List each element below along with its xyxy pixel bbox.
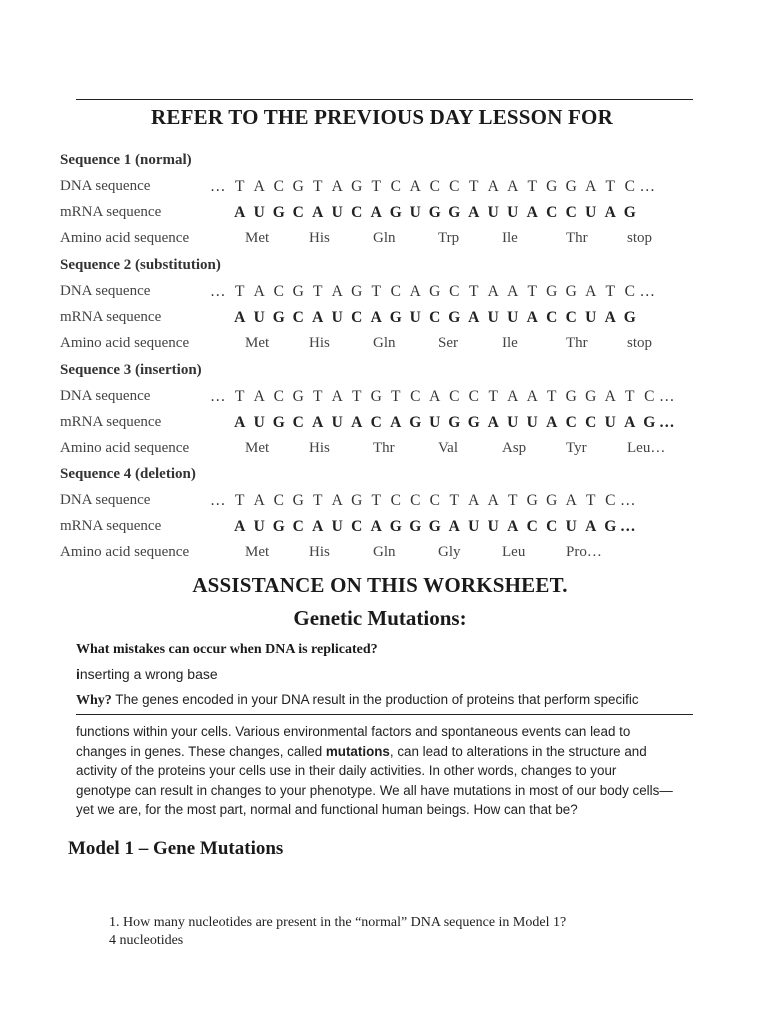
- dna-base: T: [313, 388, 323, 405]
- mrna-base: U: [487, 309, 499, 326]
- paragraph-line-2b: , can lead to alterations in the structure and: [389, 743, 647, 759]
- mrna-base: C: [526, 518, 538, 535]
- dna-base: T: [235, 283, 245, 300]
- mrna-base: A: [546, 414, 558, 431]
- amino-acid: stop: [627, 335, 653, 351]
- mrna-base: G: [409, 414, 422, 431]
- amino-acid: Thr: [373, 440, 395, 456]
- dna-base: T: [313, 492, 323, 509]
- dna-base: A: [565, 492, 577, 509]
- dna-base: T: [313, 283, 323, 300]
- dna-base: C: [624, 283, 635, 300]
- dna-base: A: [429, 388, 441, 405]
- mrna-base: U: [468, 518, 480, 535]
- amino-acid: Leu: [502, 544, 526, 560]
- mrna-base: A: [448, 518, 460, 535]
- dna-base: G: [292, 492, 304, 509]
- mrna-base: G: [389, 309, 402, 326]
- dna-base: C: [390, 492, 401, 509]
- dna-base: A: [585, 283, 597, 300]
- dna-base: T: [371, 178, 381, 195]
- mrna-base: U: [585, 309, 597, 326]
- mrna-base: A: [468, 204, 480, 221]
- paragraph-line-5: yet we are, for the most part, normal and functional human beings. How can that be?: [76, 802, 578, 817]
- dna-base: A: [487, 283, 499, 300]
- mrna-base: U: [487, 204, 499, 221]
- dna-base: G: [565, 388, 577, 405]
- sequence-title: Sequence 2 (substitution): [60, 257, 221, 273]
- mrna-sequence: [230, 309, 640, 327]
- dna-sequence: [210, 492, 636, 510]
- dna-base: A: [507, 388, 519, 405]
- top-rule: [76, 99, 693, 100]
- dna-base: A: [487, 492, 499, 509]
- mrna-base: A: [234, 518, 246, 535]
- dna-base: T: [527, 178, 537, 195]
- mrna-base: G: [467, 414, 480, 431]
- mrna-base: U: [585, 204, 597, 221]
- mrna-base: U: [331, 309, 343, 326]
- mrna-row-label: mRNA sequence: [60, 518, 162, 534]
- mrna-base: U: [253, 518, 265, 535]
- mrna-base: G: [272, 414, 285, 431]
- mrna-base: G: [428, 518, 441, 535]
- mrna-base: G: [428, 204, 441, 221]
- dna-row-label: DNA sequence: [60, 178, 151, 194]
- answer-1[interactable]: 4 nucleotides: [109, 933, 184, 948]
- dna-base: C: [390, 283, 401, 300]
- mrna-base: G: [448, 204, 461, 221]
- amino-acid: His: [309, 440, 330, 456]
- sequence-title: Sequence 4 (deletion): [60, 466, 196, 482]
- mrna-base: A: [312, 204, 324, 221]
- mrna-base: A: [390, 414, 402, 431]
- mrna-base: U: [253, 414, 265, 431]
- dna-base: G: [351, 283, 363, 300]
- dna-base: C: [449, 178, 460, 195]
- dna-row-label: DNA sequence: [60, 388, 151, 404]
- dna-base: G: [546, 178, 558, 195]
- dna-base: G: [546, 283, 558, 300]
- dna-base: A: [604, 388, 616, 405]
- dna-base: C: [410, 388, 421, 405]
- dna-base: C: [468, 388, 479, 405]
- mrna-base: C: [351, 309, 363, 326]
- mrna-base: C: [292, 309, 304, 326]
- amino-acid: Gln: [373, 335, 396, 351]
- mrna-base: C: [565, 204, 577, 221]
- paragraph-line-4: genotype can result in changes to your phenotype. We all have mutations in most of our body cells—: [76, 782, 673, 798]
- amino-acid: Ser: [438, 335, 458, 351]
- amino-acid: His: [309, 544, 330, 560]
- dna-base: A: [331, 388, 343, 405]
- worksheet-title: Genetic Mutations:: [293, 606, 467, 630]
- amino-row-label: Amino acid sequence: [60, 230, 190, 246]
- mrna-base: A: [351, 414, 363, 431]
- amino-acid: Gly: [438, 544, 461, 560]
- dna-sequence: [210, 388, 675, 406]
- paragraph-rule: [76, 714, 693, 715]
- banner-bottom: ASSISTANCE ON THIS WORKSHEET.: [192, 573, 568, 597]
- dna-suffix: …: [639, 283, 655, 300]
- mrna-base: A: [624, 414, 636, 431]
- amino-acid: His: [309, 335, 330, 351]
- dna-base: C: [429, 492, 440, 509]
- mrna-base: C: [351, 204, 363, 221]
- sequence-title: Sequence 3 (insertion): [60, 362, 202, 378]
- dna-base: C: [429, 178, 440, 195]
- amino-acid: Thr: [566, 230, 588, 246]
- why-label: Why?: [76, 693, 112, 708]
- amino-acid: Met: [245, 230, 270, 246]
- dna-base: G: [565, 178, 577, 195]
- dna-row-label: DNA sequence: [60, 283, 151, 299]
- mrna-base: C: [565, 414, 577, 431]
- amino-acid: Met: [245, 440, 270, 456]
- answer-replicated[interactable]: [76, 666, 218, 682]
- paragraph-line-3: activity of the proteins your cells use in their daily activities. In other words, changes to your: [76, 763, 617, 778]
- dna-base: G: [546, 492, 558, 509]
- dna-prefix: …: [210, 178, 226, 195]
- amino-acid: Trp: [438, 230, 460, 246]
- amino-row-label: Amino acid sequence: [60, 440, 190, 456]
- paragraph-line-2a: changes in genes. These changes, called: [76, 743, 326, 759]
- mrna-base: C: [292, 518, 304, 535]
- mrna-base: U: [487, 518, 499, 535]
- mrna-base: C: [546, 309, 558, 326]
- dna-base: A: [507, 178, 519, 195]
- answer-first-letter: i: [76, 666, 80, 682]
- dna-base: T: [527, 283, 537, 300]
- mrna-base: U: [331, 414, 343, 431]
- mrna-sequence: [230, 204, 640, 222]
- dna-base: T: [469, 283, 479, 300]
- amino-acid: His: [309, 230, 330, 246]
- dna-base: T: [469, 178, 479, 195]
- amino-acid: Met: [245, 544, 270, 560]
- answer-rest: nserting a wrong base: [79, 666, 218, 682]
- dna-base: G: [292, 283, 304, 300]
- dna-base: T: [488, 388, 498, 405]
- dna-base: A: [253, 388, 265, 405]
- mrna-base: G: [604, 518, 617, 535]
- dna-base: T: [625, 388, 635, 405]
- dna-base: T: [235, 178, 245, 195]
- mutations-term: mutations: [325, 743, 390, 759]
- amino-acid: Met: [245, 335, 270, 351]
- dna-base: C: [273, 178, 284, 195]
- question-1: 1. How many nucleotides are present in the “normal” DNA sequence in Model 1?: [109, 915, 567, 930]
- mrna-base: U: [507, 309, 519, 326]
- amino-acid: Val: [438, 440, 458, 456]
- amino-acid: Ile: [502, 335, 518, 351]
- dna-base: A: [331, 492, 343, 509]
- amino-acid: Leu…: [627, 440, 666, 456]
- mrna-base: U: [565, 518, 577, 535]
- mrna-base: A: [312, 414, 324, 431]
- mrna-base: C: [546, 518, 558, 535]
- dna-base: T: [235, 388, 245, 405]
- dna-base: C: [624, 178, 635, 195]
- paragraph-line-1: functions within your cells. Various environmental factors and spontaneous events can lead to: [76, 724, 631, 739]
- mrna-base: G: [389, 518, 402, 535]
- dna-base: T: [371, 283, 381, 300]
- mrna-base: A: [234, 309, 246, 326]
- dna-base: G: [565, 283, 577, 300]
- dna-base: G: [370, 388, 382, 405]
- mrna-row-label: mRNA sequence: [60, 414, 162, 430]
- mrna-sequence: [230, 518, 640, 536]
- mrna-base: U: [253, 309, 265, 326]
- mrna-row-label: mRNA sequence: [60, 204, 162, 220]
- mrna-base: C: [429, 309, 441, 326]
- dna-base: A: [409, 283, 421, 300]
- dna-base: T: [313, 178, 323, 195]
- mrna-base: A: [370, 518, 382, 535]
- dna-row-label: DNA sequence: [60, 492, 151, 508]
- dna-base: A: [487, 178, 499, 195]
- dna-base: A: [409, 178, 421, 195]
- amino-acid: Asp: [502, 440, 527, 456]
- mrna-base: A: [370, 204, 382, 221]
- dna-base: C: [390, 178, 401, 195]
- mrna-base: A: [370, 309, 382, 326]
- why-first-line: The genes encoded in your DNA result in the production of proteins that perform specific: [111, 692, 639, 707]
- dna-base: C: [273, 283, 284, 300]
- amino-acid: Thr: [566, 335, 588, 351]
- dna-base: A: [331, 283, 343, 300]
- dna-base: T: [371, 492, 381, 509]
- amino-acid: Tyr: [566, 440, 587, 456]
- mrna-base: A: [234, 414, 246, 431]
- sequence-title: Sequence 1 (normal): [60, 152, 192, 168]
- dna-base: C: [449, 388, 460, 405]
- mrna-base: A: [604, 204, 616, 221]
- mrna-base: G: [448, 414, 461, 431]
- mrna-base: G: [389, 204, 402, 221]
- mrna-base: C: [565, 309, 577, 326]
- mrna-base: U: [526, 414, 538, 431]
- question-replicated: What mistakes can occur when DNA is replicated?: [76, 642, 378, 657]
- amino-acid: Gln: [373, 544, 396, 560]
- dna-base: T: [352, 388, 362, 405]
- mrna-suffix: …: [620, 518, 636, 535]
- mrna-base: G: [448, 309, 461, 326]
- mrna-base: A: [585, 518, 597, 535]
- mrna-base: A: [468, 309, 480, 326]
- mrna-base: G: [272, 518, 285, 535]
- dna-base: G: [351, 492, 363, 509]
- mrna-base: A: [604, 309, 616, 326]
- model-title: Model 1 – Gene Mutations: [68, 838, 284, 859]
- mrna-base: U: [507, 204, 519, 221]
- mrna-base: U: [604, 414, 616, 431]
- intro-paragraph: [76, 722, 673, 820]
- dna-suffix: …: [639, 178, 655, 195]
- mrna-sequence: [230, 414, 679, 432]
- mrna-base: G: [272, 309, 285, 326]
- dna-base: G: [585, 388, 597, 405]
- dna-base: C: [273, 492, 284, 509]
- dna-suffix: …: [620, 492, 636, 509]
- mrna-base: A: [526, 309, 538, 326]
- dna-base: T: [391, 388, 401, 405]
- amino-row-label: Amino acid sequence: [60, 544, 190, 560]
- dna-base: T: [449, 492, 459, 509]
- dna-prefix: …: [210, 492, 226, 509]
- mrna-base: C: [292, 414, 304, 431]
- mrna-base: G: [409, 518, 422, 535]
- dna-base: G: [292, 388, 304, 405]
- dna-base: G: [429, 283, 441, 300]
- mrna-base: U: [409, 309, 421, 326]
- mrna-base: A: [234, 204, 246, 221]
- mrna-base: G: [623, 309, 636, 326]
- dna-prefix: …: [210, 388, 226, 405]
- mrna-base: G: [643, 414, 656, 431]
- mrna-base: A: [507, 518, 519, 535]
- amino-acid: stop: [627, 230, 653, 246]
- paragraph-line-2: [76, 742, 673, 762]
- dna-base: C: [410, 492, 421, 509]
- dna-base: T: [508, 492, 518, 509]
- dna-base: A: [253, 492, 265, 509]
- mrna-base: C: [370, 414, 382, 431]
- mrna-base: C: [292, 204, 304, 221]
- dna-base: T: [235, 492, 245, 509]
- mrna-base: U: [253, 204, 265, 221]
- dna-suffix: …: [659, 388, 675, 405]
- dna-base: T: [586, 492, 596, 509]
- dna-base: A: [253, 283, 265, 300]
- mrna-base: A: [312, 518, 324, 535]
- mrna-base: U: [409, 204, 421, 221]
- why-line: [76, 690, 639, 711]
- mrna-base: U: [331, 518, 343, 535]
- amino-acid: Ile: [502, 230, 518, 246]
- amino-acid: Pro…: [566, 544, 602, 560]
- mrna-base: A: [487, 414, 499, 431]
- dna-base: A: [468, 492, 480, 509]
- dna-base: C: [644, 388, 655, 405]
- dna-base: G: [526, 492, 538, 509]
- amino-row-label: Amino acid sequence: [60, 335, 190, 351]
- dna-sequence: [210, 178, 656, 196]
- dna-base: T: [605, 283, 615, 300]
- mrna-base: C: [351, 518, 363, 535]
- mrna-base: U: [331, 204, 343, 221]
- dna-base: A: [585, 178, 597, 195]
- mrna-suffix: …: [659, 414, 675, 431]
- dna-base: T: [547, 388, 557, 405]
- mrna-base: C: [585, 414, 597, 431]
- banner-top: REFER TO THE PREVIOUS DAY LESSON FOR: [151, 105, 613, 129]
- dna-sequence: [210, 283, 656, 301]
- amino-acid: Gln: [373, 230, 396, 246]
- dna-base: G: [292, 178, 304, 195]
- mrna-base: A: [312, 309, 324, 326]
- mrna-base: U: [507, 414, 519, 431]
- dna-base: T: [605, 178, 615, 195]
- dna-base: C: [273, 388, 284, 405]
- dna-base: A: [331, 178, 343, 195]
- dna-base: G: [351, 178, 363, 195]
- dna-base: A: [526, 388, 538, 405]
- mrna-base: U: [429, 414, 441, 431]
- dna-base: A: [507, 283, 519, 300]
- dna-base: C: [449, 283, 460, 300]
- mrna-base: G: [272, 204, 285, 221]
- dna-base: A: [253, 178, 265, 195]
- mrna-base: G: [623, 204, 636, 221]
- dna-prefix: …: [210, 283, 226, 300]
- dna-base: C: [605, 492, 616, 509]
- mrna-base: C: [546, 204, 558, 221]
- mrna-base: A: [526, 204, 538, 221]
- mrna-row-label: mRNA sequence: [60, 309, 162, 325]
